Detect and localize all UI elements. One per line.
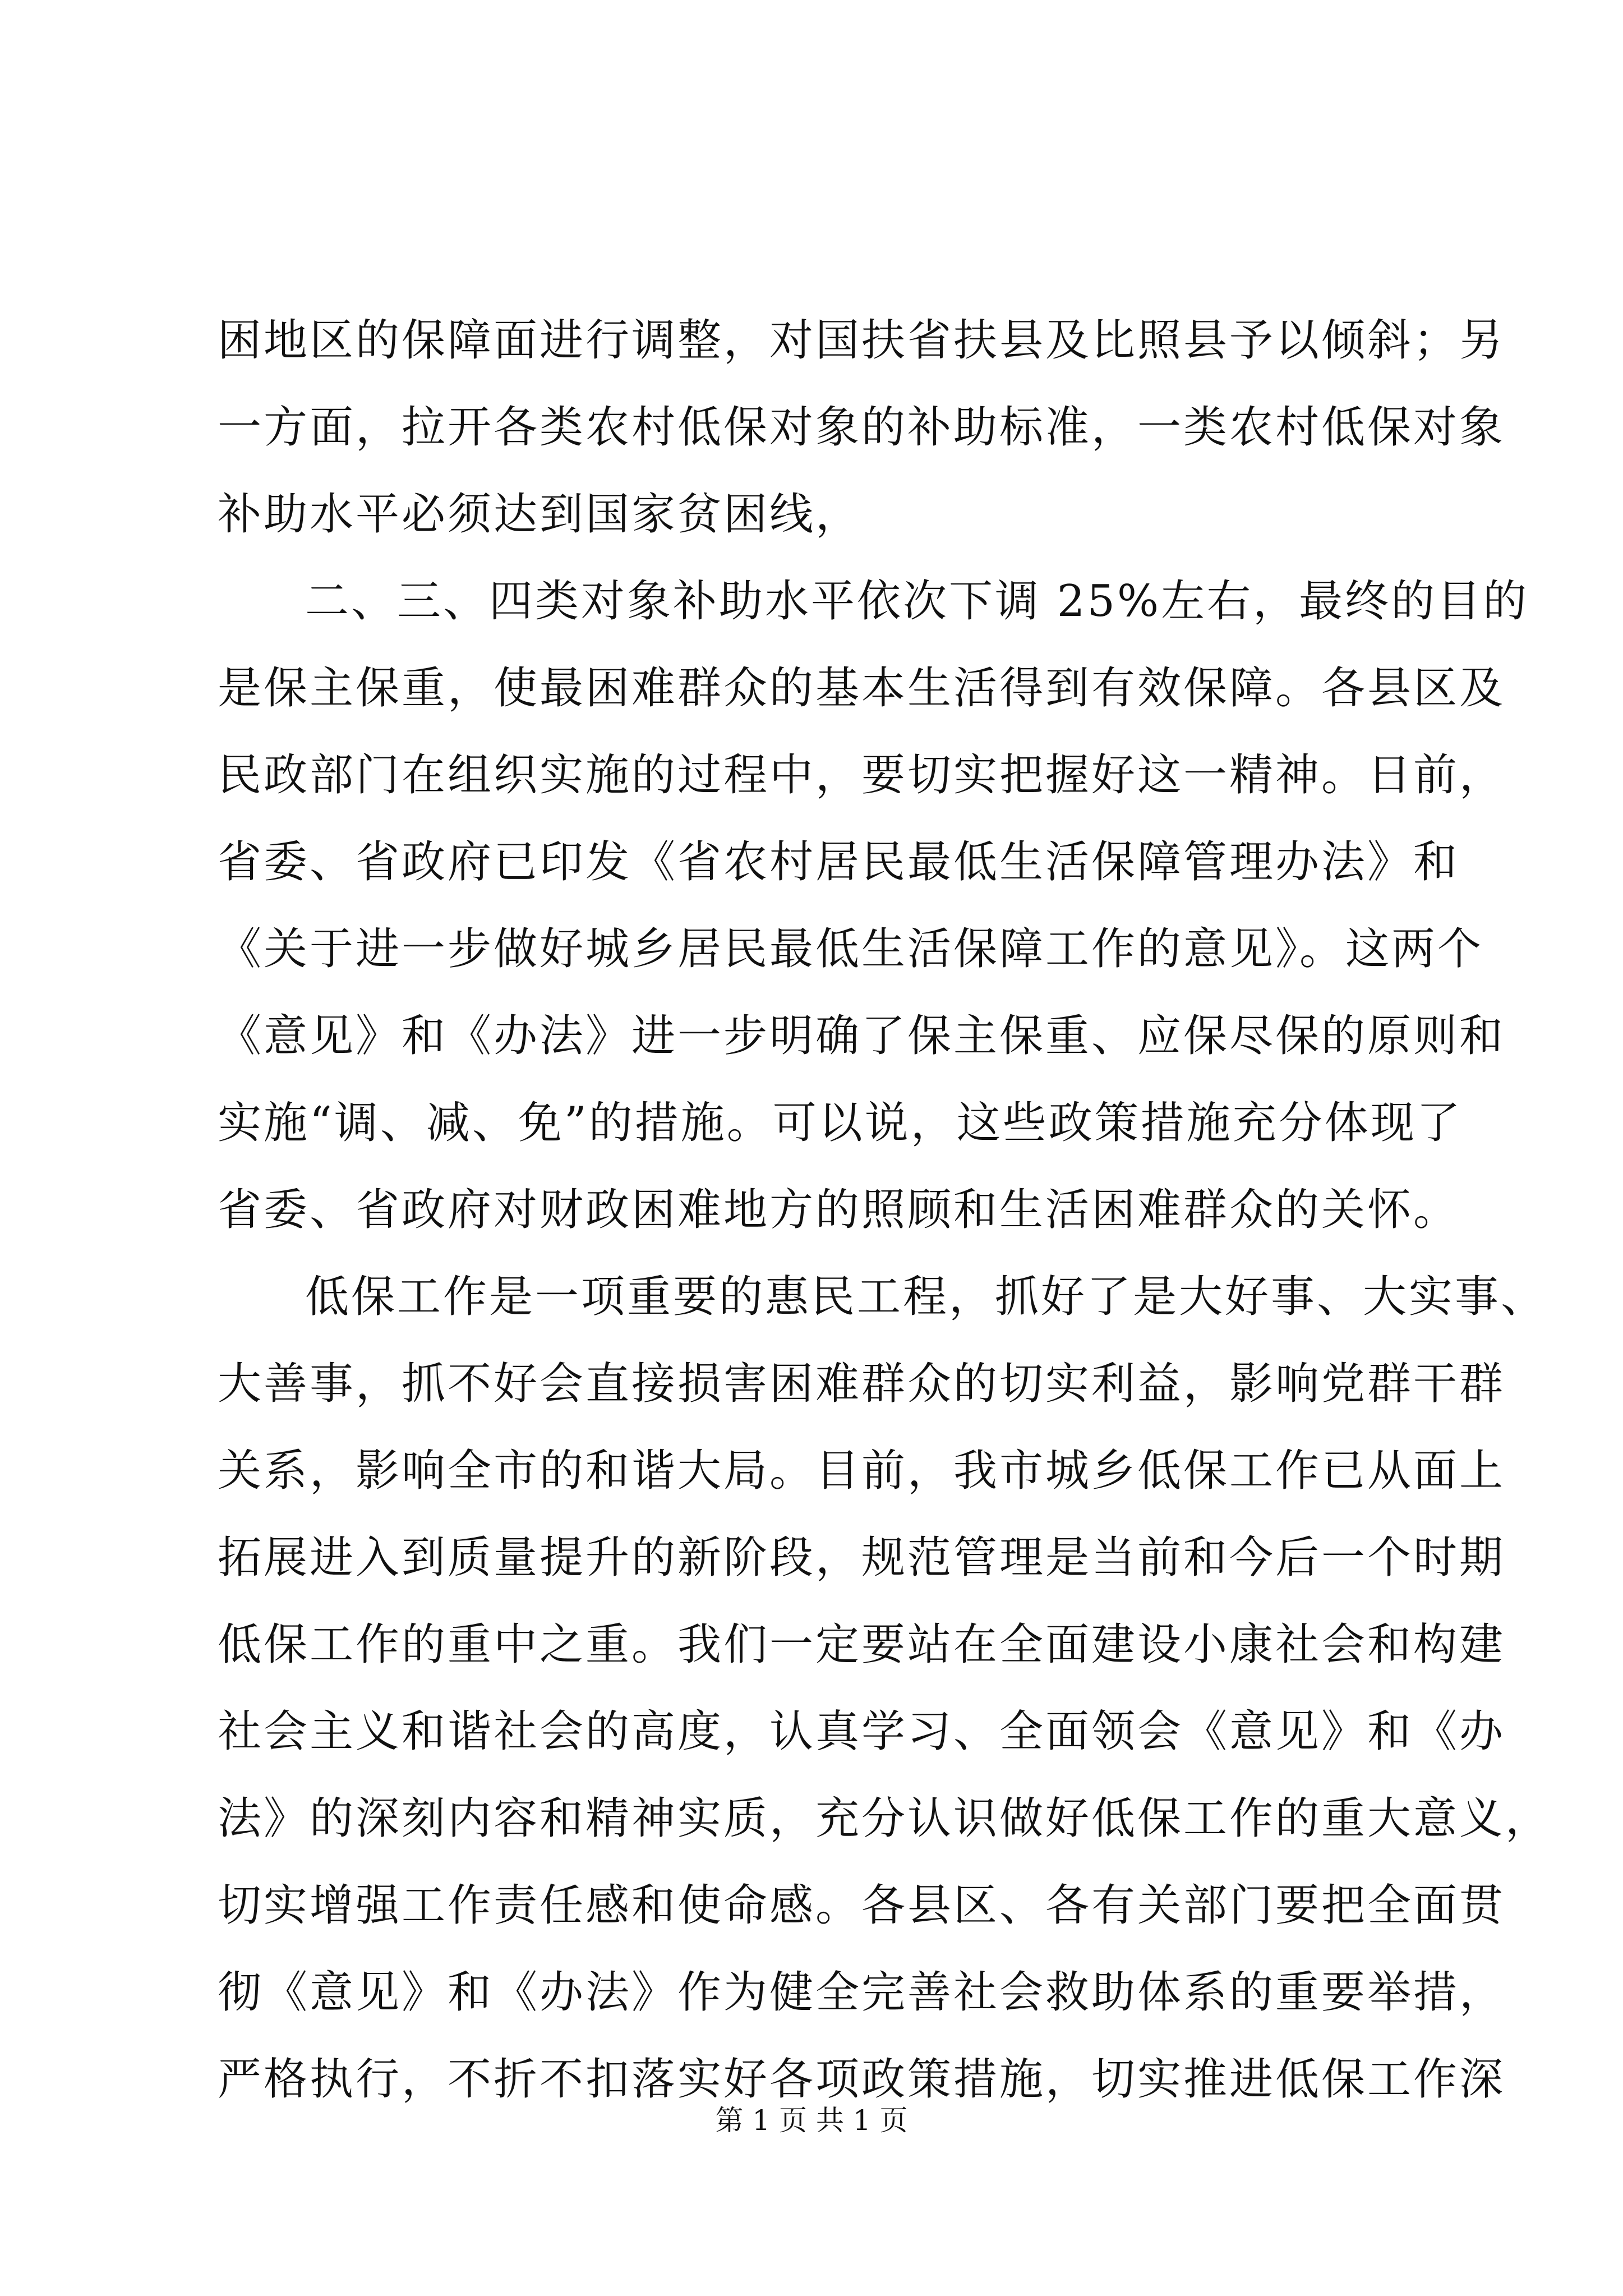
page-footer: 第 1 页 共 1 页 xyxy=(715,2104,908,2137)
text-line: 彻《意见》和《办法》作为健全完善社会救助体系的重要举措， xyxy=(218,1967,1506,2018)
text-line: 拓展进入到质量提升的新阶段，规范管理是当前和今后一个时期 xyxy=(218,1533,1506,1583)
text-line: 低保工作是一项重要的惠民工程，抓好了是大好事、大实事、 xyxy=(305,1272,1547,1322)
text-line: 是保主保重，使最困难群众的基本生活得到有效保障。各县区及 xyxy=(218,663,1506,714)
text-line: 大善事，抓不好会直接损害困难群众的切实利益，影响党群干群 xyxy=(218,1359,1506,1409)
text-line: 切实增强工作责任感和使命感。各县区、各有关部门要把全面贯 xyxy=(218,1880,1506,1931)
text-line: 困地区的保障面进行调整，对国扶省扶县及比照县予以倾斜；另 xyxy=(218,315,1506,366)
text-line: 二、三、四类对象补助水平依次下调 25%左右，最终的目的 xyxy=(305,576,1529,627)
text-line: 民政部门在组织实施的过程中，要切实把握好这一精神。日前， xyxy=(218,750,1506,800)
text-line: 省委、省政府对财政困难地方的照顾和生活困难群众的关怀。 xyxy=(218,1185,1460,1235)
text-line: 《关于进一步做好城乡居民最低生活保障工作的意见》。这两个 xyxy=(218,924,1484,974)
text-line: 社会主义和谐社会的高度，认真学习、全面领会《意见》和《办 xyxy=(218,1706,1506,1757)
text-line: 《意见》和《办法》进一步明确了保主保重、应保尽保的原则和 xyxy=(218,1011,1506,1061)
text-line: 严格执行，不折不扣落实好各项政策措施，切实推进低保工作深 xyxy=(218,2054,1506,2105)
text-line: 低保工作的重中之重。我们一定要站在全面建设小康社会和构建 xyxy=(218,1619,1506,1670)
text-line: 实施“调、减、免”的措施。可以说，这些政策措施充分体现了 xyxy=(218,1098,1463,1148)
text-line: 一方面，拉开各类农村低保对象的补助标准，一类农村低保对象 xyxy=(218,402,1506,453)
text-line: 关系，影响全市的和谐大局。目前，我市城乡低保工作已从面上 xyxy=(218,1446,1506,1496)
text-line: 补助水平必须达到国家贫困线， xyxy=(218,489,862,540)
body-text xyxy=(218,297,1552,2123)
text-line: 省委、省政府已印发《省农村居民最低生活保障管理办法》和 xyxy=(218,837,1460,887)
text-line: 法》的深刻内容和精神实质，充分认识做好低保工作的重大意义， xyxy=(218,1793,1552,1844)
